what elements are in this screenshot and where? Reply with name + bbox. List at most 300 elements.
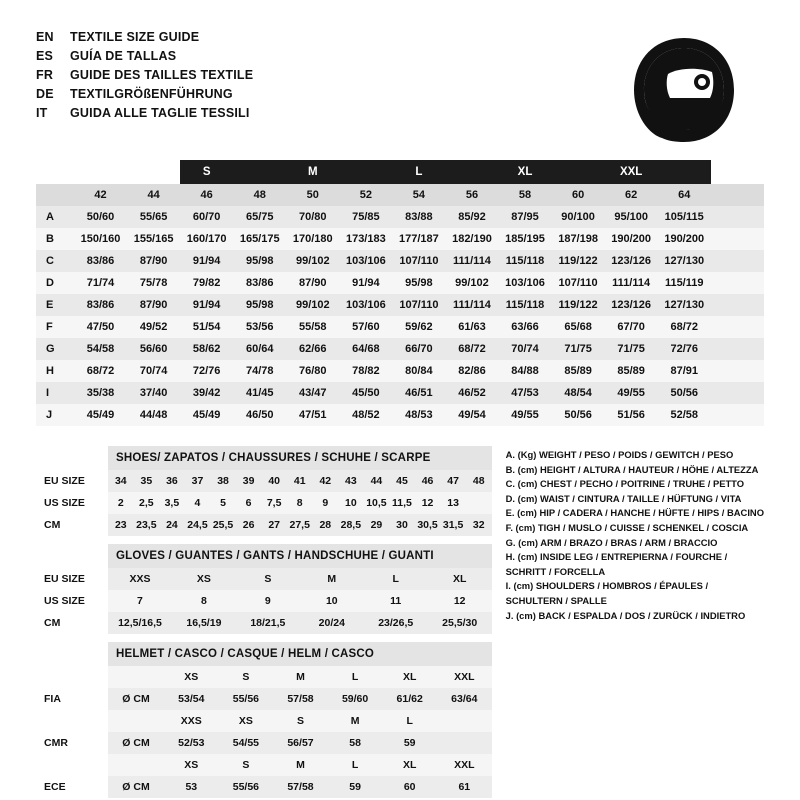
cell: 20/24 (300, 612, 364, 634)
cell: 76/80 (286, 360, 339, 382)
size-number: 64 (658, 184, 711, 206)
cell: 55/65 (127, 206, 180, 228)
helmet-fia-header-row (36, 666, 492, 688)
row-label: J (36, 404, 74, 426)
cell: 95/100 (605, 206, 658, 228)
cell: 48/54 (552, 382, 605, 404)
gloves-table (36, 544, 492, 642)
size-number-row (36, 184, 764, 206)
helmet-cmr-row (36, 732, 492, 754)
table-row (36, 360, 764, 382)
cell: 45/50 (339, 382, 392, 404)
shoes-us-row (36, 492, 492, 514)
size-header: L (382, 710, 437, 732)
legend-line: D. (cm) WAIST / CINTURA / TAILLE / HÜFTUNG / VITA (505, 492, 742, 504)
cell: 47/50 (74, 316, 127, 338)
cell: 127/130 (658, 250, 711, 272)
cell: 12 (415, 492, 441, 514)
measurement-legend (506, 446, 764, 798)
cell: 54/58 (74, 338, 127, 360)
cell: 57/58 (273, 776, 328, 798)
header-spacer (36, 754, 108, 776)
cell: 9 (313, 492, 339, 514)
cell: 75/85 (339, 206, 392, 228)
cell: 48/52 (339, 404, 392, 426)
cell: 64/68 (339, 338, 392, 360)
group-empty (36, 160, 74, 184)
legend-line: B. (cm) HEIGHT / ALTURA / HAUTEUR / HÖHE / ALTEZZA (505, 463, 759, 475)
row-label: FIA (36, 688, 108, 710)
cell: 56/60 (127, 338, 180, 360)
cell: 90/100 (552, 206, 605, 228)
table-row (36, 338, 764, 360)
shoes-title: SHOES/ ZAPATOS / CHAUSSURES / SCHUHE / SCARPE (108, 446, 492, 470)
header-spacer2 (108, 710, 164, 732)
cell: 49/52 (127, 316, 180, 338)
cell: 47 (440, 470, 466, 492)
cell: 83/86 (74, 294, 127, 316)
size-header: XS (164, 754, 219, 776)
cell: 190/200 (605, 228, 658, 250)
legend-line: A. (Kg) WEIGHT / PESO / POIDS / GEWITCH / PESO (505, 449, 734, 460)
size-header: XL (382, 754, 437, 776)
cell: 187/198 (552, 228, 605, 250)
table-row (36, 382, 764, 404)
cell-end (711, 228, 764, 250)
cell: 72/76 (180, 360, 233, 382)
cell: 53/54 (164, 688, 219, 710)
cell: 91/94 (180, 294, 233, 316)
cell: XS (172, 568, 236, 590)
cell: 82/86 (445, 360, 498, 382)
cell: 37/40 (127, 382, 180, 404)
row-label: CM (36, 612, 108, 634)
language-code: ES (36, 49, 54, 63)
cell: 28,5 (338, 514, 364, 536)
cell: 7 (108, 590, 172, 612)
legend-line: E. (cm) HIP / CADERA / HANCHE / HÜFTE / HIPS / BACINO (505, 507, 764, 519)
cell: 46/51 (392, 382, 445, 404)
cell: 34 (108, 470, 134, 492)
language-row (36, 28, 253, 47)
cell: 31,5 (440, 514, 466, 536)
shoes-title-row (36, 446, 492, 470)
cell: 48 (466, 470, 492, 492)
cell: 8 (172, 590, 236, 612)
cell: 83/86 (74, 250, 127, 272)
cell: 45/49 (180, 404, 233, 426)
size-header: XS (164, 666, 219, 688)
cell: 46/50 (233, 404, 286, 426)
cell: 155/165 (127, 228, 180, 250)
size-number: 42 (74, 184, 127, 206)
language-code: IT (36, 106, 48, 120)
size-table-body (36, 160, 764, 426)
group-label (658, 160, 711, 184)
cell: 99/102 (445, 272, 498, 294)
group-label (74, 160, 127, 184)
cell: 60/70 (180, 206, 233, 228)
cell: 87/90 (286, 272, 339, 294)
language-code: FR (36, 68, 54, 82)
cell: 87/95 (499, 206, 552, 228)
size-number: 44 (127, 184, 180, 206)
size-header: M (273, 754, 328, 776)
table-row (36, 272, 764, 294)
cell: 57/58 (273, 688, 328, 710)
helmet-icon (624, 34, 744, 149)
cell: 10 (300, 590, 364, 612)
row-label: EU SIZE (36, 568, 108, 590)
cell: 37 (185, 470, 211, 492)
cell: 23/26,5 (364, 612, 428, 634)
cell: 5 (210, 492, 236, 514)
legend-line: G. (cm) ARM / BRAZO / BRAS / ARM / BRACCIO (505, 536, 718, 548)
cell: 115/118 (499, 294, 552, 316)
group-label (339, 160, 392, 184)
legend-line: I. (cm) SHOULDERS / HOMBROS / ÉPAULES / (505, 580, 709, 592)
cell: 87/90 (127, 250, 180, 272)
cell: 95/98 (233, 294, 286, 316)
cell: 32 (466, 514, 492, 536)
helmet-cmr-header-row (36, 710, 492, 732)
cell: 11,5 (389, 492, 415, 514)
spacer-row (36, 536, 492, 544)
group-label-xxl: XXL (605, 160, 658, 184)
cell: 23,5 (134, 514, 160, 536)
cell: 61 (437, 776, 492, 798)
cell: 13 (440, 492, 466, 514)
cell: 36 (159, 470, 185, 492)
cell: 95/98 (233, 250, 286, 272)
group-label (711, 160, 764, 184)
cell: 95/98 (392, 272, 445, 294)
cell: 39 (236, 470, 262, 492)
cell: 51/54 (180, 316, 233, 338)
size-header: XXS (164, 710, 219, 732)
row-label: C (36, 250, 74, 272)
group-label-m: M (286, 160, 339, 184)
cell: 99/102 (286, 294, 339, 316)
cell: 10 (338, 492, 364, 514)
cell: 43 (338, 470, 364, 492)
unit-label: Ø CM (108, 776, 164, 798)
size-header: L (328, 666, 383, 688)
cell: 85/89 (552, 360, 605, 382)
cell: 160/170 (180, 228, 233, 250)
gloves-cm-row (36, 612, 492, 634)
cell: 58 (328, 732, 383, 754)
language-title: TEXTILGRÖßENFÜHRUNG (70, 87, 233, 101)
language-code: DE (36, 87, 54, 101)
cell-end (711, 206, 764, 228)
cell-end (711, 404, 764, 426)
size-header: M (273, 666, 328, 688)
cell: 29 (364, 514, 390, 536)
cell: 119/122 (552, 250, 605, 272)
bottom-left-tables (36, 446, 492, 798)
cell: 35 (134, 470, 160, 492)
cell: 59/62 (392, 316, 445, 338)
helmet-ece-row (36, 776, 492, 798)
helmet-title-row (36, 642, 492, 666)
cell: 55/56 (219, 776, 274, 798)
cell: 61/62 (382, 688, 437, 710)
cell: 177/187 (392, 228, 445, 250)
cell: 123/126 (605, 294, 658, 316)
row-label: EU SIZE (36, 470, 108, 492)
cell: 107/110 (392, 294, 445, 316)
group-label-xl: XL (499, 160, 552, 184)
cell: 71/74 (74, 272, 127, 294)
cell: 115/118 (499, 250, 552, 272)
cell: 8 (287, 492, 313, 514)
gloves-title: GLOVES / GUANTES / GANTS / HANDSCHUHE / GUANTI (108, 544, 492, 568)
row-label: ECE (36, 776, 108, 798)
table-row (36, 206, 764, 228)
cell: 87/90 (127, 294, 180, 316)
cell: 60 (382, 776, 437, 798)
cell: 50/56 (552, 404, 605, 426)
row-label: F (36, 316, 74, 338)
cell: 26 (236, 514, 262, 536)
cell: 27,5 (287, 514, 313, 536)
cell: 23 (108, 514, 134, 536)
row-label: H (36, 360, 74, 382)
cell: 61/63 (445, 316, 498, 338)
cell: 24,5 (185, 514, 211, 536)
size-header-empty (437, 710, 492, 732)
cell: 59/60 (328, 688, 383, 710)
cell: 55/58 (286, 316, 339, 338)
cell: 71/75 (605, 338, 658, 360)
cell: 45/49 (74, 404, 127, 426)
cell: 60/64 (233, 338, 286, 360)
cell-end (711, 316, 764, 338)
cell: 150/160 (74, 228, 127, 250)
group-label (445, 160, 498, 184)
number-row-end (711, 184, 764, 206)
row-label: E (36, 294, 74, 316)
language-row (36, 85, 253, 104)
cell: 42 (313, 470, 339, 492)
cell: 72/76 (658, 338, 711, 360)
size-number: 54 (392, 184, 445, 206)
cell: 57/60 (339, 316, 392, 338)
cell: 10,5 (364, 492, 390, 514)
cell: 70/74 (127, 360, 180, 382)
row-label: G (36, 338, 74, 360)
cell: 190/200 (658, 228, 711, 250)
cell: 35/38 (74, 382, 127, 404)
bottom-section (36, 446, 764, 798)
cell: 71/75 (552, 338, 605, 360)
gloves-eu-row (36, 568, 492, 590)
cell: 91/94 (180, 250, 233, 272)
header-spacer (36, 666, 108, 688)
cell: 111/114 (445, 250, 498, 272)
header (36, 28, 764, 144)
spacer-cell (36, 634, 492, 642)
group-label-l: L (392, 160, 445, 184)
cell: 38 (210, 470, 236, 492)
cell: 50/56 (658, 382, 711, 404)
language-code: EN (36, 30, 54, 44)
table-row (36, 294, 764, 316)
spacer-cell (36, 536, 492, 544)
size-header: L (328, 754, 383, 776)
cell: M (300, 568, 364, 590)
row-label: D (36, 272, 74, 294)
size-header: XXL (437, 666, 492, 688)
language-row (36, 66, 253, 85)
cell: 55/56 (219, 688, 274, 710)
cell: 173/183 (339, 228, 392, 250)
cell: 63/64 (437, 688, 492, 710)
cell: 47/51 (286, 404, 339, 426)
cell: 46 (415, 470, 441, 492)
cell: 127/130 (658, 294, 711, 316)
row-label: US SIZE (36, 492, 108, 514)
cell: 65/75 (233, 206, 286, 228)
cell: 53 (164, 776, 219, 798)
cell: 103/106 (339, 250, 392, 272)
cell: 54/55 (219, 732, 274, 754)
cell: 51/56 (605, 404, 658, 426)
cell: 30 (389, 514, 415, 536)
header-spacer (36, 710, 108, 732)
cell: 170/180 (286, 228, 339, 250)
table-row (36, 228, 764, 250)
cell: 46/52 (445, 382, 498, 404)
size-header: S (273, 710, 328, 732)
header-spacer2 (108, 666, 164, 688)
cell: 28 (313, 514, 339, 536)
cell: 119/122 (552, 294, 605, 316)
cell: 70/74 (499, 338, 552, 360)
helmet-title: HELMET / CASCO / CASQUE / HELM / CASCO (108, 642, 492, 666)
language-title: GUIDE DES TAILLES TEXTILE (70, 68, 254, 82)
cell: 47/53 (499, 382, 552, 404)
cell: 18/21,5 (236, 612, 300, 634)
size-number: 48 (233, 184, 286, 206)
cell: 24 (159, 514, 185, 536)
cell: 111/114 (605, 272, 658, 294)
cell: 52/53 (164, 732, 219, 754)
group-label (127, 160, 180, 184)
legend-line: F. (cm) TIGH / MUSLO / CUISSE / SCHENKEL / COSCIA (505, 521, 749, 533)
cell: XXS (108, 568, 172, 590)
cell: 103/106 (339, 294, 392, 316)
cell: 67/70 (605, 316, 658, 338)
cell: 99/102 (286, 250, 339, 272)
size-header: S (219, 666, 274, 688)
textile-size-table (36, 160, 764, 426)
cell: 49/55 (499, 404, 552, 426)
helmet-title-spacer (36, 642, 108, 666)
cell: 91/94 (339, 272, 392, 294)
language-title-list (36, 28, 253, 123)
shoes-title-spacer (36, 446, 108, 470)
cell: 182/190 (445, 228, 498, 250)
cell: 2 (108, 492, 134, 514)
cell: 68/72 (74, 360, 127, 382)
cell: 70/80 (286, 206, 339, 228)
cell: 49/54 (445, 404, 498, 426)
helmet-fia-row (36, 688, 492, 710)
table-row (36, 404, 764, 426)
size-number: 60 (552, 184, 605, 206)
size-number: 52 (339, 184, 392, 206)
gloves-title-row (36, 544, 492, 568)
size-number: 62 (605, 184, 658, 206)
cell: 30,5 (415, 514, 441, 536)
cell: 12,5/16,5 (108, 612, 172, 634)
legend-line: SCHRITT / FORCELLA (505, 565, 606, 577)
group-label (233, 160, 286, 184)
table-row (36, 250, 764, 272)
cell: 39/42 (180, 382, 233, 404)
row-label: US SIZE (36, 590, 108, 612)
cell: 111/114 (445, 294, 498, 316)
size-number: 50 (286, 184, 339, 206)
cell: 9 (236, 590, 300, 612)
cell: 16,5/19 (172, 612, 236, 634)
group-label (552, 160, 605, 184)
legend-line: H. (cm) INSIDE LEG / ENTREPIERNA / FOURCHE / (505, 551, 728, 563)
cell: 87/91 (658, 360, 711, 382)
row-label: A (36, 206, 74, 228)
cell: 3,5 (159, 492, 185, 514)
group-label-row (36, 160, 764, 184)
cell: 75/78 (127, 272, 180, 294)
cell: 83/88 (392, 206, 445, 228)
shoes-eu-row (36, 470, 492, 492)
cell: 11 (364, 590, 428, 612)
cell: 44 (364, 470, 390, 492)
cell: 105/115 (658, 206, 711, 228)
shoes-cm-row (36, 514, 492, 536)
cell: 66/70 (392, 338, 445, 360)
unit-label: Ø CM (108, 732, 164, 754)
size-number: 46 (180, 184, 233, 206)
unit-label: Ø CM (108, 688, 164, 710)
cell: 4 (185, 492, 211, 514)
cell: 43/47 (286, 382, 339, 404)
cell: 53/56 (233, 316, 286, 338)
cell: 68/72 (658, 316, 711, 338)
language-row (36, 104, 253, 123)
cell: 52/58 (658, 404, 711, 426)
cell: S (236, 568, 300, 590)
cell: 27 (261, 514, 287, 536)
size-number: 58 (499, 184, 552, 206)
cell: 85/92 (445, 206, 498, 228)
shoes-table (36, 446, 492, 544)
cell: 7,5 (261, 492, 287, 514)
cell: 185/195 (499, 228, 552, 250)
cell: 165/175 (233, 228, 286, 250)
cell-end (711, 250, 764, 272)
size-header: XS (219, 710, 274, 732)
language-row (36, 47, 253, 66)
cell: 65/68 (552, 316, 605, 338)
cell: 41/45 (233, 382, 286, 404)
row-label: B (36, 228, 74, 250)
number-row-label (36, 184, 74, 206)
language-title: GUÍA DE TALLAS (70, 49, 177, 63)
size-header: M (328, 710, 383, 732)
